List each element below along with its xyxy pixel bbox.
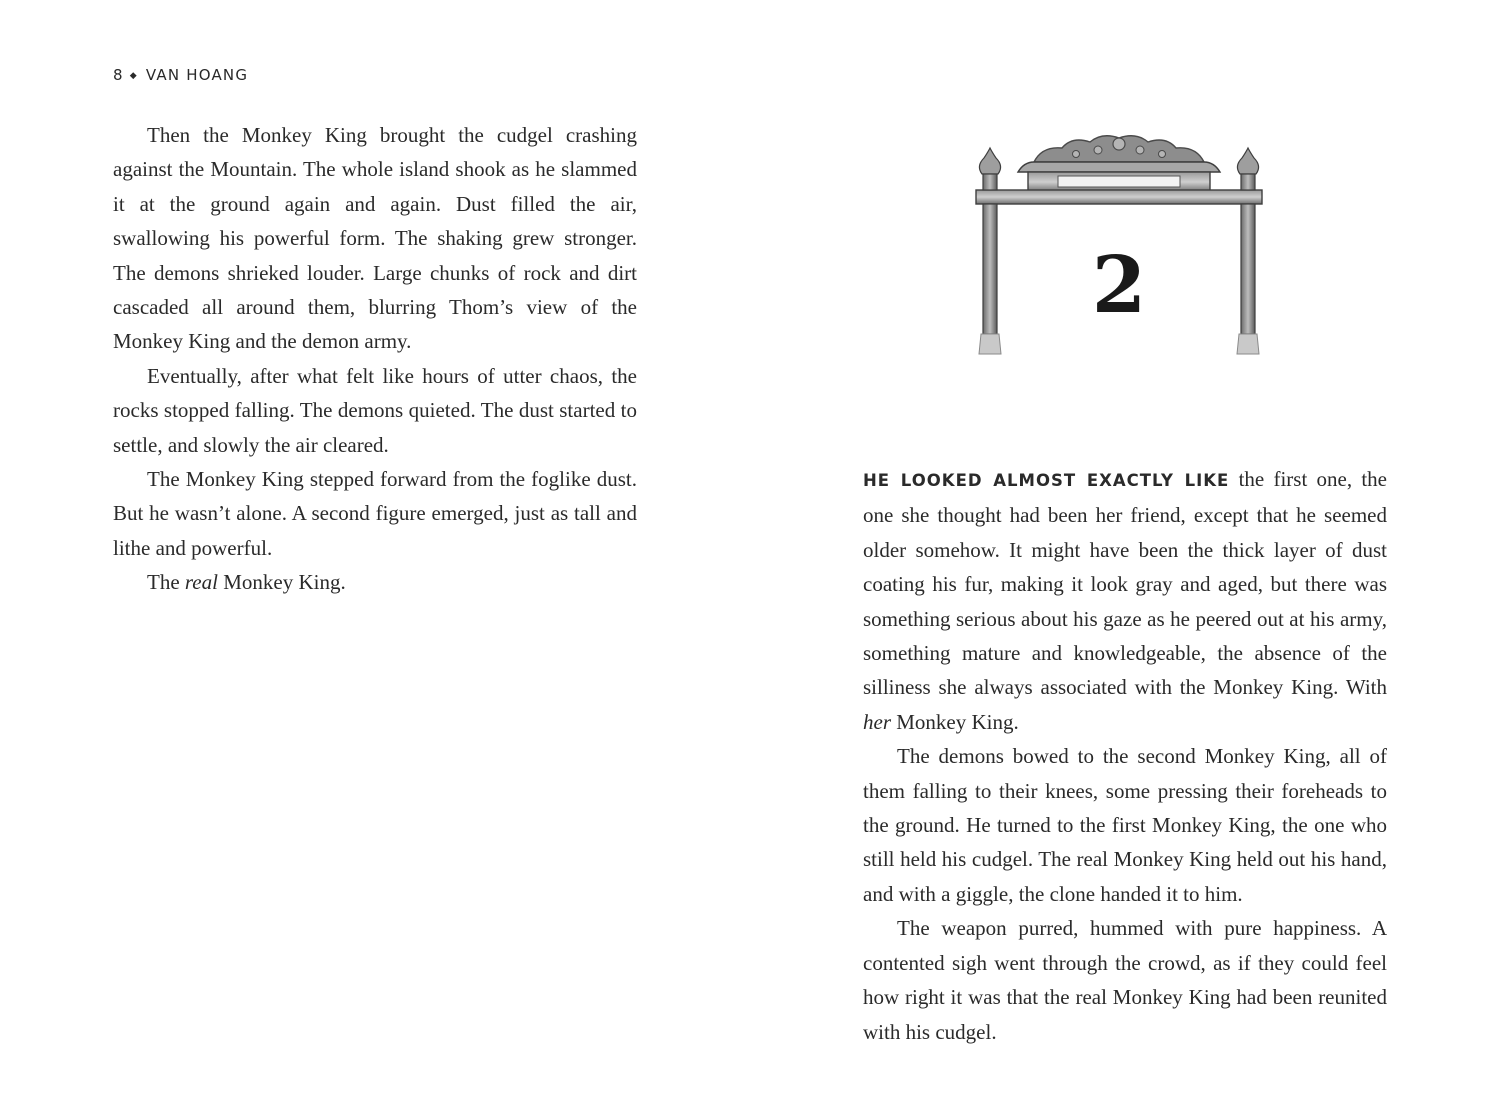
emphasis-text: her xyxy=(863,709,891,734)
paragraph xyxy=(863,462,1387,739)
text-run: Monkey King. xyxy=(891,709,1019,734)
running-head xyxy=(113,66,248,84)
paragraph: The demons bowed to the second Monkey King, all of them falling to their knees, some pressing their foreheads to the ground. He turned to the first Monkey King, the one who still held his cudgel. The real Monkey King held out his hand, and with a giggle, the clone handed it to him. xyxy=(863,744,1387,906)
emphasis-text: real xyxy=(184,570,218,595)
paragraph: The weapon purred, hummed with pure happiness. A contented sigh went through the crowd, as if they could feel how right it was that the real Monkey King had been reunited with his cudgel. xyxy=(863,916,1387,1044)
text-run: The xyxy=(147,570,185,595)
page-number: 8 xyxy=(113,66,124,84)
author-name: VAN HOANG xyxy=(145,66,249,84)
left-body-text xyxy=(113,118,637,600)
text-run: the first one, the one she thought had been her friend, except that he seemed older somehow. It might have been the thick layer of dust coating his fur, making it look gray and aged, but there was something serious about his gaze as he peered out at his army, something mature and knowledgeable, the absence of the silliness she always associated with the Monkey King. With xyxy=(863,467,1387,700)
paragraph: The Monkey King stepped forward from the foglike dust. But he wasn’t alone. A second figure emerged, just as tall and lithe and powerful. xyxy=(113,467,637,560)
paragraph: Eventually, after what felt like hours of utter chaos, the rocks stopped falling. The demons quieted. The dust started to settle, and slowly the air cleared. xyxy=(113,363,637,457)
diamond-separator-icon: ◆ xyxy=(129,71,138,81)
text-run: Monkey King. xyxy=(217,570,346,595)
chapter-number: 2 xyxy=(1091,240,1147,331)
right-page xyxy=(750,0,1500,1116)
paragraph xyxy=(113,565,637,599)
paragraph: Then the Monkey King brought the cudgel crashing against the Mountain. The whole island shook as he slammed it at the ground again and again. Dust filled the air, swallowing his powerful form. The shaking grew stronger. The demons shrieked louder. Large chunks of rock and dirt cascaded all around them, blurring Thom’s view of the Monkey King and the demon army. xyxy=(113,123,637,354)
chapter-lead-in: HE LOOKED ALMOST EXACTLY LIKE xyxy=(863,471,1230,490)
right-body-text xyxy=(863,462,1387,1049)
